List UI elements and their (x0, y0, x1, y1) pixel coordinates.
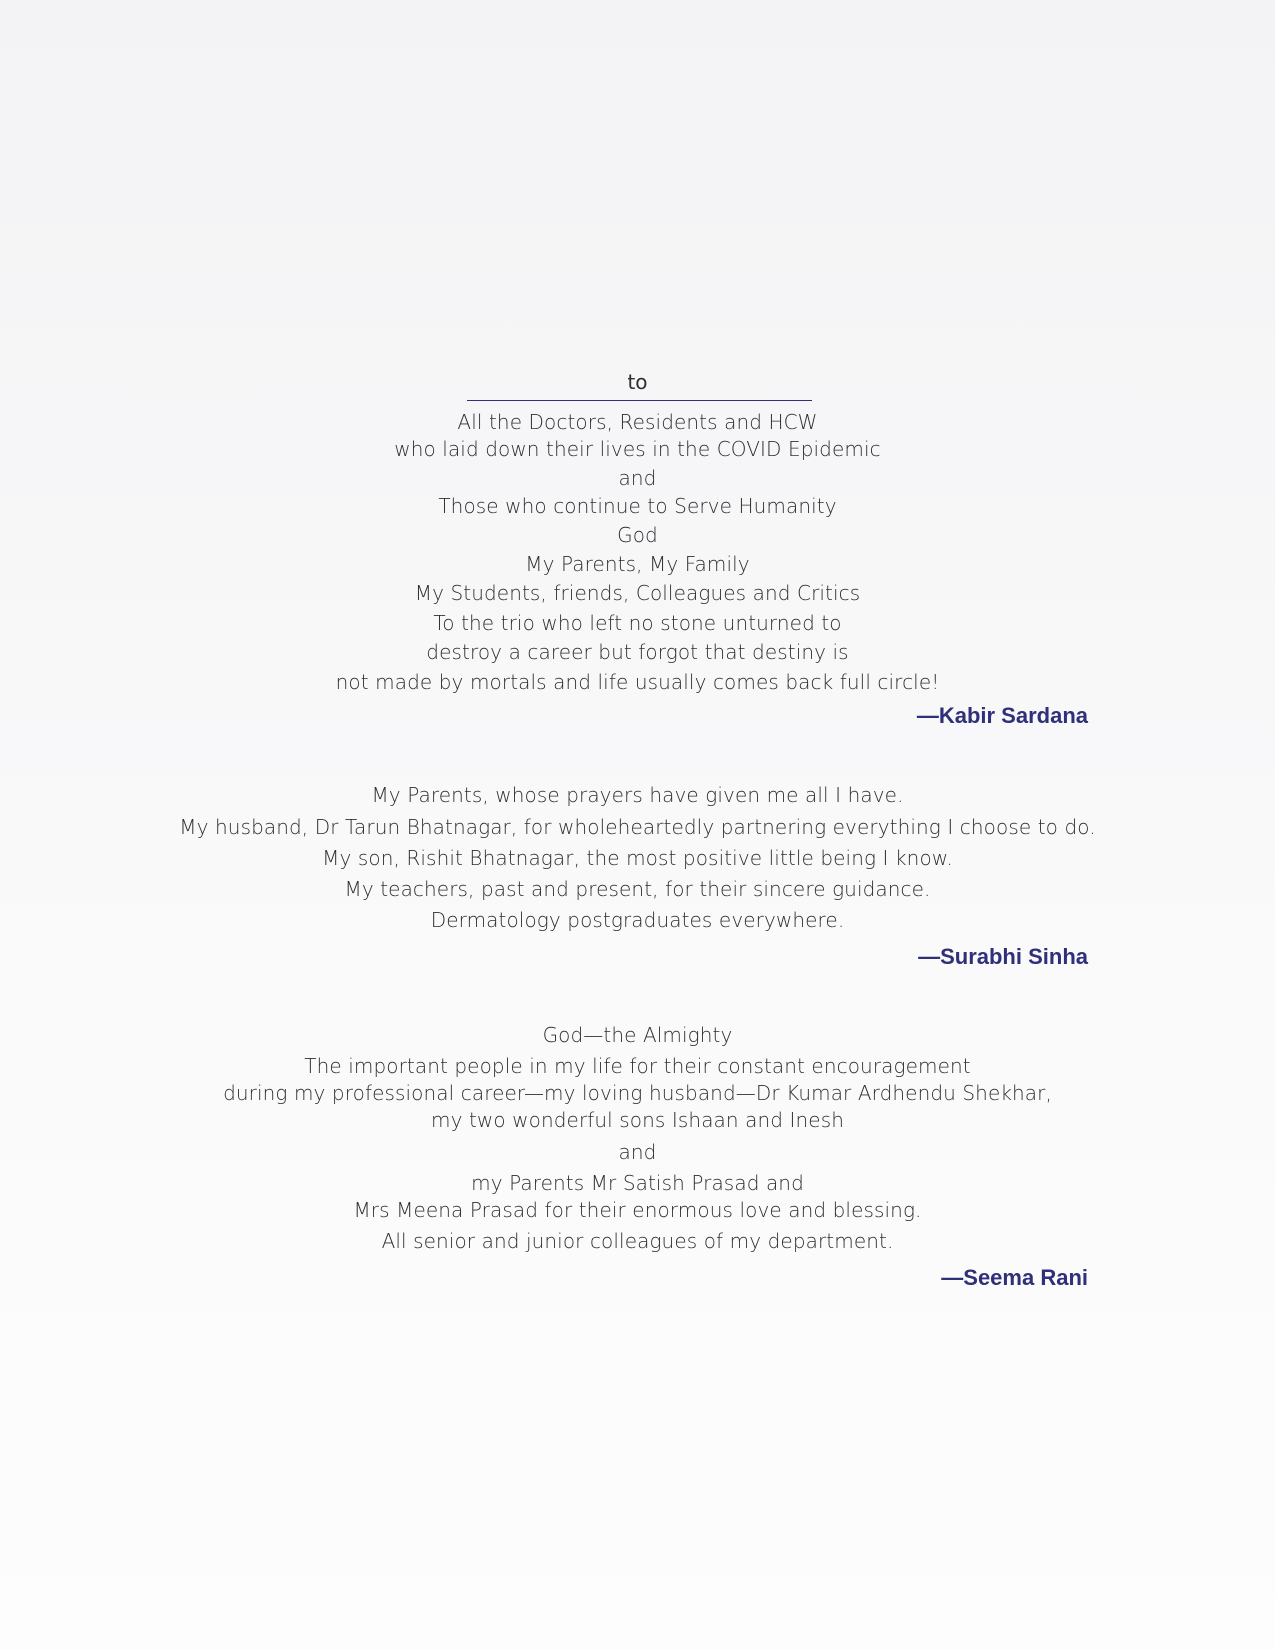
dedication-line: my two wonderful sons Ishaan and Inesh (431, 1108, 844, 1132)
dedication-line: My son, Rishit Bhatnagar, the most positive little being I know. (322, 846, 953, 870)
dedication-line: Mrs Meena Prasad for their enormous love and blessing. (353, 1198, 922, 1222)
signature-seema-rani: —Seema Rani (941, 1265, 1088, 1290)
dedication-line: My Parents, My Family (525, 552, 750, 576)
dedication-line: My Students, friends, Colleagues and Critics (414, 581, 861, 605)
heading-underline (467, 400, 812, 401)
signature-kabir-sardana: —Kabir Sardana (916, 703, 1088, 728)
dedication-line: and (618, 1140, 657, 1164)
dedication-line: Dermatology postgraduates everywhere. (430, 908, 845, 932)
signature-surabhi-sinha: —Surabhi Sinha (918, 944, 1088, 969)
dedication-line: destroy a career but forgot that destiny is (426, 640, 849, 664)
dedication-line: My teachers, past and present, for their sincere guidance. (344, 877, 931, 901)
dedication-line: The important people in my life for their constant encouragement (304, 1054, 971, 1078)
dedication-line: Those who continue to Serve Humanity (438, 494, 837, 518)
dedication-heading: to (627, 370, 648, 394)
dedication-line: God (617, 523, 658, 547)
dedication-line: My Parents, whose prayers have given me all I have. (371, 783, 904, 807)
dedication-line: My husband, Dr Tarun Bhatnagar, for wholeheartedly partnering everything I choose to do. (179, 815, 1096, 839)
dedication-line: and (618, 466, 657, 490)
dedication-line: not made by mortals and life usually comes back full circle! (335, 670, 940, 694)
dedication-line: All the Doctors, Residents and HCW (457, 410, 818, 434)
dedication-line: during my professional career—my loving husband—Dr Kumar Ardhendu Shekhar, (223, 1081, 1052, 1105)
dedication-line: God—the Almighty (542, 1023, 733, 1047)
dedication-line: my Parents Mr Satish Prasad and (471, 1171, 804, 1195)
dedication-line: who laid down their lives in the COVID Epidemic (394, 437, 881, 461)
dedication-line: All senior and junior colleagues of my department. (381, 1229, 894, 1253)
dedication-line: To the trio who left no stone unturned to (433, 611, 842, 635)
